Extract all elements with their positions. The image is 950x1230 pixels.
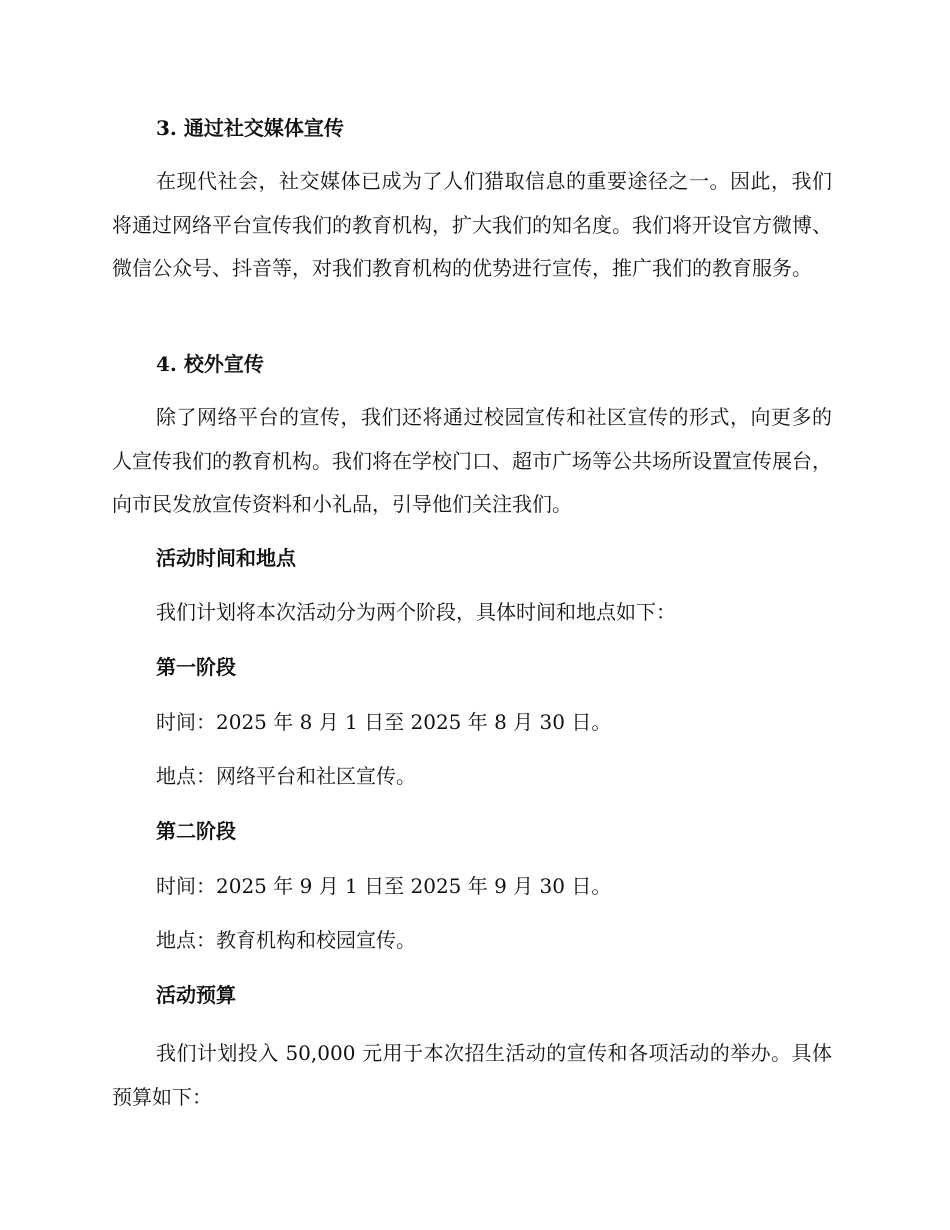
phase-1-place: 地点：网络平台和社区宣传。 [156, 764, 416, 788]
section-3-body: 在现代社会，社交媒体已成为了人们猎取信息的重要途径之一。因此，我们将通过网络平台宣传我们的教育机构，扩大我们的知名度。我们将开设官方微博、微信公众号、抖音等，对我们教育机构的优势进行宣传，推广我们的教育服务。 [112, 169, 832, 280]
schedule-intro: 我们计划将本次活动分为两个阶段，具体时间和地点如下： [156, 600, 676, 624]
phase-2-time: 时间：2025 年 9 月 1 日至 2025 年 9 月 30 日。 [156, 874, 612, 898]
section-4-body: 除了网络平台的宣传，我们还将通过校园宣传和社区宣传的形式，向更多的人宣传我们的教育机构。我们将在学校门口、超市广场等公共场所设置宣传展台，向市民发放宣传资料和小礼品，引导他们关注我们。 [112, 405, 832, 516]
section-3-heading: 3. 通过社交媒体宣传 [156, 116, 344, 140]
schedule-heading: 活动时间和地点 [156, 546, 296, 570]
phase-1-time: 时间：2025 年 8 月 1 日至 2025 年 8 月 30 日。 [156, 710, 612, 734]
section-4-heading: 4. 校外宣传 [156, 352, 264, 376]
phase-2-heading: 第二阶段 [156, 819, 236, 843]
phase-2-place: 地点：教育机构和校园宣传。 [156, 928, 416, 952]
budget-body: 我们计划投入 50,000 元用于本次招生活动的宣传和各项活动的举办。具体预算如下： [112, 1041, 832, 1109]
budget-heading: 活动预算 [156, 983, 236, 1007]
phase-1-heading: 第一阶段 [156, 655, 236, 679]
